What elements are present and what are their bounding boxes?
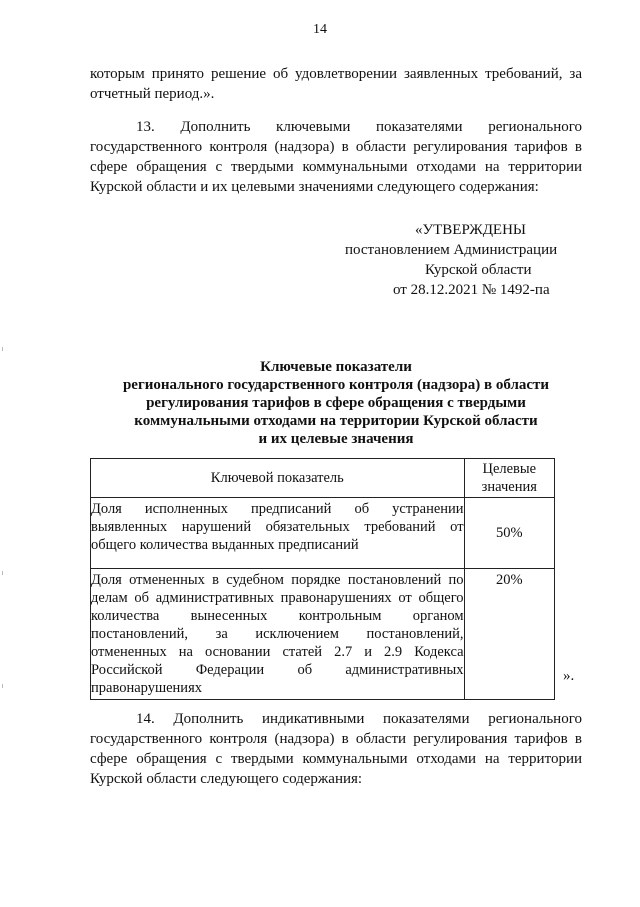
item-14-number: 14. (136, 711, 155, 727)
paragraph-continuation: которым принято решение об удовлетворении заявленных требований, за отчетный период.». (90, 66, 582, 102)
page-number: 14 (313, 22, 327, 37)
scan-margin-mark (2, 571, 3, 575)
item-13 (90, 117, 582, 197)
closing-quote: ». (563, 668, 575, 684)
key-indicators-table (90, 458, 555, 700)
title-line: коммунальными отходами на территории Курской области (134, 413, 538, 429)
item-13-number: 13. (136, 119, 155, 135)
indicator-cell: Доля исполненных предписаний об устранении выявленных нарушений обязательных требований от общего количества выданных предписаний (91, 498, 465, 569)
target-cell: 50% (464, 498, 554, 569)
approval-region: Курской области (425, 262, 532, 278)
document-title (110, 358, 562, 448)
table-row (91, 569, 555, 700)
approval-block (345, 220, 557, 300)
target-cell: 20% (464, 569, 554, 700)
table-row (91, 498, 555, 569)
title-line: регулирования тарифов в сфере обращения с твердыми (146, 395, 526, 411)
title-line: Ключевые показатели (260, 359, 412, 375)
title-line: регионального государственного контроля (надзора) в области (122, 377, 550, 393)
header-target: Целевые значения (464, 459, 554, 498)
approval-resolution: постановлением Администрации (345, 242, 558, 258)
item-14-text: Дополнить индикативными показателями регионального государственного контроля (надзора) в области регулирования тарифов в сфере обращения с твердыми коммунальными отходами на территории Курской области следующего содержания: (90, 711, 582, 787)
indicator-cell: Доля отмененных в судебном порядке постановлений по делам об административных правонарушениях от общего количества вынесенных контрольным органом постановлений, за исключением постановлений, отмененных на основании статей 2.7 и 2.9 Кодекса Российской Федерации об административных правонарушениях (91, 569, 465, 700)
approval-approved: «УТВЕРЖДЕНЫ (415, 222, 527, 238)
title-line: и их целевые значения (258, 431, 414, 447)
item-14 (90, 709, 582, 789)
header-indicator: Ключевой показатель (91, 459, 465, 498)
scan-margin-mark (2, 347, 3, 351)
item-13-text: Дополнить ключевыми показателями регионального государственного контроля (надзора) в области регулирования тарифов в сфере обращения с твердыми коммунальными отходами на территории Курской области и их целевыми значениями следующего содержания: (90, 119, 582, 195)
scan-margin-mark (2, 684, 3, 688)
table-header-row (91, 459, 555, 498)
approval-date-number: от 28.12.2021 № 1492-па (393, 282, 550, 298)
